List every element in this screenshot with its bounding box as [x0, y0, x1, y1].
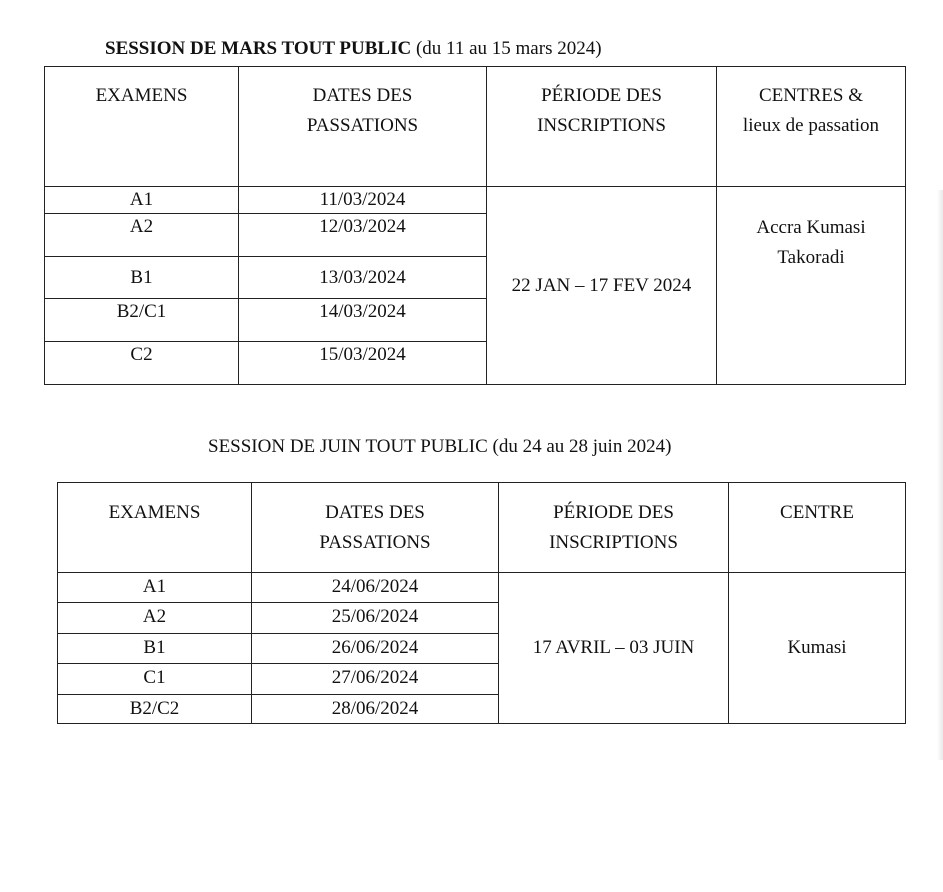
exam-cell: A2: [45, 214, 239, 257]
exam-cell: B1: [58, 634, 252, 664]
header-periode: PÉRIODE DES INSCRIPTIONS: [487, 67, 717, 187]
header-centres: CENTRES & lieux de passation: [717, 67, 906, 187]
session1-title-dates: (du 11 au 15 mars 2024): [415, 38, 602, 59]
header-dates: DATES DES PASSATIONS: [252, 483, 499, 573]
date-cell: 25/06/2024: [252, 603, 499, 634]
date-cell: 12/03/2024: [239, 214, 487, 257]
session2-title: [208, 436, 671, 458]
session1-table: [44, 66, 906, 385]
header-examens: EXAMENS: [45, 67, 239, 187]
session2-title-main: SESSION DE JUIN TOUT PUBLIC: [208, 436, 488, 457]
session2-table: [57, 482, 906, 724]
session1-header-row: [45, 67, 906, 187]
date-cell: 27/06/2024: [252, 664, 499, 695]
date-cell: 28/06/2024: [252, 695, 499, 724]
header-dates: DATES DES PASSATIONS: [239, 67, 487, 187]
inscription-period: 22 JAN – 17 FEV 2024: [487, 187, 717, 385]
centre-locations: [717, 187, 906, 385]
date-cell: 26/06/2024: [252, 634, 499, 664]
exam-cell: B2/C2: [58, 695, 252, 724]
date-cell: 14/03/2024: [239, 299, 487, 342]
exam-cell: B1: [45, 257, 239, 299]
exam-cell: A2: [58, 603, 252, 634]
table-row: [45, 187, 906, 214]
exam-cell: A1: [45, 187, 239, 214]
date-cell: 13/03/2024: [239, 257, 487, 299]
table-row: [58, 573, 906, 603]
session1-title: [105, 38, 602, 60]
session2-title-dates: (du 24 au 28 juin 2024): [492, 436, 672, 457]
session1-title-main: SESSION DE MARS TOUT PUBLIC: [105, 38, 412, 59]
centre-text: Accra Kumasi Takoradi: [756, 217, 866, 268]
centre-location: Kumasi: [729, 573, 906, 724]
inscription-period: 17 AVRIL – 03 JUIN: [499, 573, 729, 724]
date-cell: 11/03/2024: [239, 187, 487, 214]
exam-cell: A1: [58, 573, 252, 603]
exam-cell: B2/C1: [45, 299, 239, 342]
exam-cell: C1: [58, 664, 252, 695]
session2-header-row: [58, 483, 906, 573]
header-examens: EXAMENS: [58, 483, 252, 573]
date-cell: 15/03/2024: [239, 342, 487, 385]
date-cell: 24/06/2024: [252, 573, 499, 603]
exam-cell: C2: [45, 342, 239, 385]
header-periode: PÉRIODE DES INSCRIPTIONS: [499, 483, 729, 573]
header-centre: CENTRE: [729, 483, 906, 573]
page-edge-shadow: [937, 190, 943, 760]
